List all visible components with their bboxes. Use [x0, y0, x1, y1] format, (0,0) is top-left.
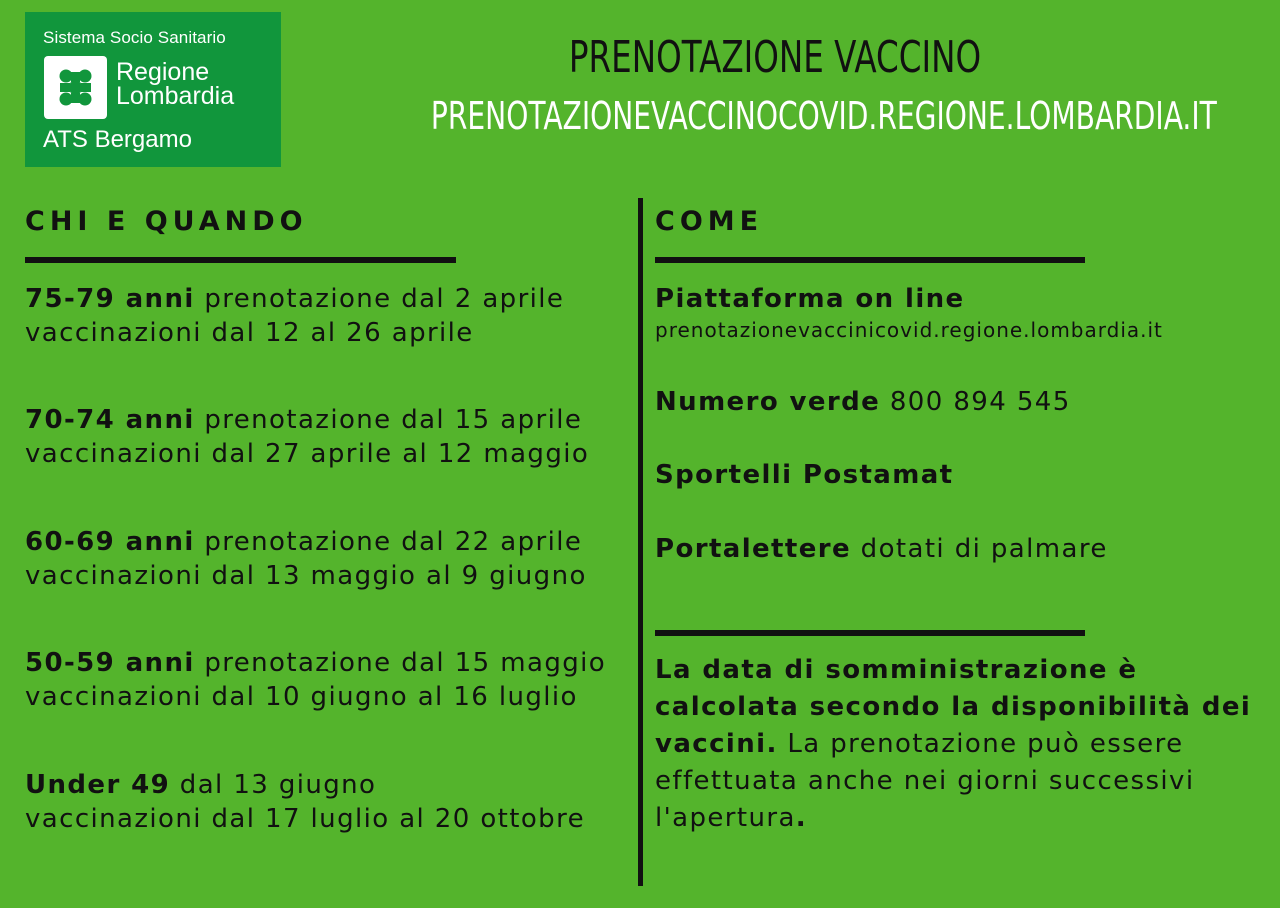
- logo-region-line2: Lombardia: [116, 82, 235, 110]
- postamat-label: Sportelli Postamat: [655, 460, 954, 490]
- platform-url-link[interactable]: prenotazionevaccinicovid.regione.lombardia.it: [655, 318, 1163, 342]
- note-regular: La prenotazione può essere effettuata anche nei giorni successivi l'apertura: [655, 729, 1195, 833]
- phone-item: [655, 385, 1071, 419]
- postman-value: dotati di palmare: [851, 534, 1108, 564]
- right-title-rule: [655, 257, 1085, 263]
- platform-label: Piattaforma on line: [655, 284, 965, 314]
- entry-50-59: [25, 646, 635, 714]
- entry-booking: prenotazione dal 15 maggio: [194, 648, 607, 678]
- entry-60-69: [25, 525, 635, 593]
- entry-vaccination: vaccinazioni dal 13 maggio al 9 giugno: [25, 561, 587, 591]
- postman-item: [655, 532, 1108, 566]
- logo-sistema-text: Sistema Socio Sanitario: [43, 28, 226, 47]
- section-title-come: COME: [655, 206, 764, 237]
- entry-booking: prenotazione dal 15 aprile: [194, 405, 583, 435]
- note-rule: [655, 630, 1085, 636]
- postamat-item: [655, 458, 954, 492]
- entry-age: 50-59 anni: [25, 648, 195, 678]
- header-url[interactable]: PRENOTAZIONEVACCINOCOVID.REGIONE.LOMBARDIA.IT: [430, 94, 1217, 138]
- entry-70-74: [25, 403, 635, 471]
- entry-booking: prenotazione dal 2 aprile: [194, 284, 565, 314]
- note-end: .: [795, 803, 808, 833]
- entry-age: 70-74 anni: [25, 405, 195, 435]
- left-title-rule: [25, 257, 456, 263]
- entry-age: 75-79 anni: [25, 284, 195, 314]
- logo-ats-text: ATS Bergamo: [43, 126, 192, 153]
- phone-label: Numero verde: [655, 387, 881, 417]
- entry-under-49: [25, 768, 635, 836]
- phone-number[interactable]: 800 894 545: [880, 387, 1071, 417]
- entry-booking: prenotazione dal 22 aprile: [194, 527, 583, 557]
- ats-bergamo-logo: [25, 12, 281, 167]
- logo-region-line1: Regione: [116, 58, 210, 86]
- column-divider: [638, 198, 643, 886]
- entry-vaccination: vaccinazioni dal 17 luglio al 20 ottobre: [25, 804, 585, 834]
- platform-item: [655, 282, 965, 316]
- logo-region-text: [116, 60, 234, 108]
- note-bold: La data di somministrazione è calcolata secondo la disponibilità dei vaccini.: [655, 655, 1252, 759]
- entry-vaccination: vaccinazioni dal 10 giugno al 16 luglio: [25, 682, 578, 712]
- page-title: PRENOTAZIONE VACCINO: [568, 32, 982, 83]
- entry-age: 60-69 anni: [25, 527, 195, 557]
- region-lombardia-logo-icon: [44, 56, 107, 119]
- postman-label: Portalettere: [655, 534, 852, 564]
- note-paragraph: [655, 652, 1255, 837]
- section-title-chi-e-quando: CHI E QUANDO: [25, 206, 308, 237]
- entry-booking: dal 13 giugno: [170, 770, 377, 800]
- entry-vaccination: vaccinazioni dal 12 al 26 aprile: [25, 318, 474, 348]
- entry-age: Under 49: [25, 770, 171, 800]
- entry-vaccination: vaccinazioni dal 27 aprile al 12 maggio: [25, 439, 590, 469]
- entry-75-79: [25, 282, 635, 350]
